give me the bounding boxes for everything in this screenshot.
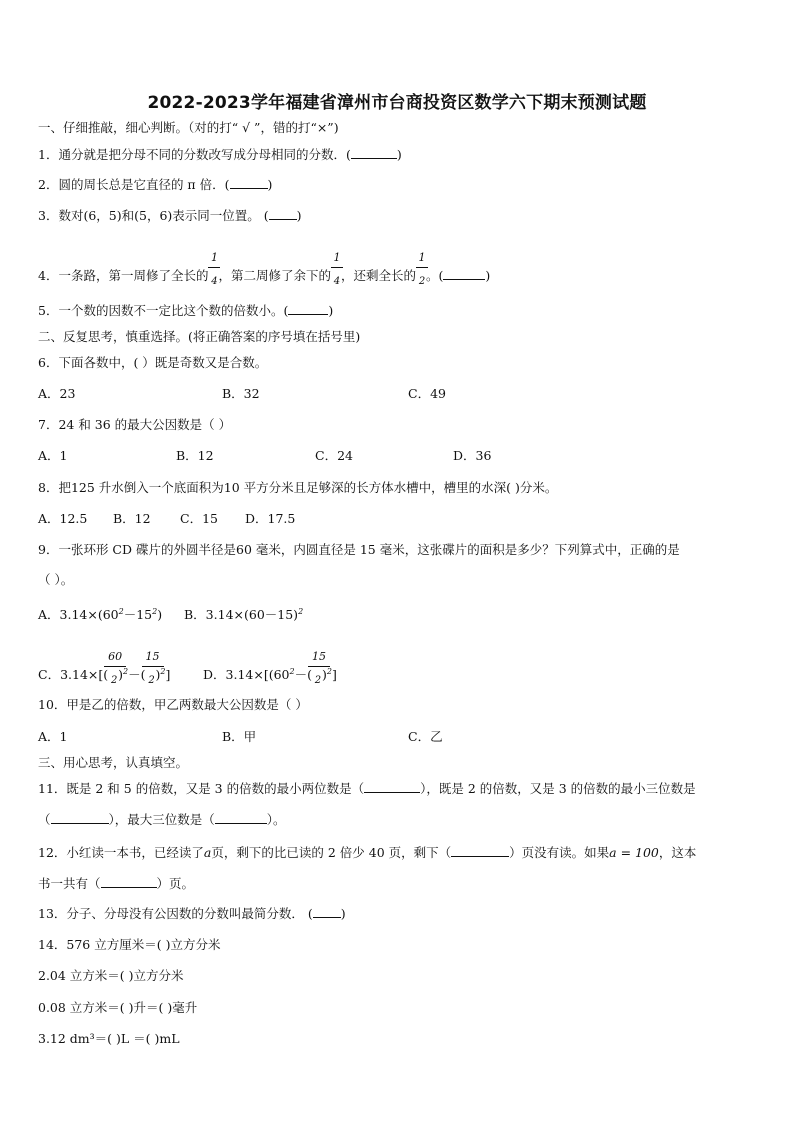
page-title: 2022-2023学年福建省漳州市台商投资区数学六下期末预测试题: [147, 93, 647, 113]
question-9: 9．一张环形 CD 碟片的外圆半径是60 毫米，内圆直径是 15 毫米，这张碟片的面积是多少？下列算式中，正确的是: [38, 542, 680, 557]
question-14-line-2: 2.04 立方米＝( )立方分米: [38, 968, 184, 983]
answer-blank[interactable]: [230, 177, 268, 189]
option-c[interactable]: C．49: [408, 386, 446, 401]
option-a[interactable]: A．1: [38, 729, 68, 744]
question-12-cont: 书一共有（ ）页。: [38, 876, 195, 891]
question-13: 13．分子、分母没有公因数的分数叫最简分数． ( ): [38, 906, 346, 921]
question-14-line-4: 3.12 dm³＝( )L ＝( )mL: [38, 1031, 180, 1046]
question-7: 7．24 和 36 的最大公因数是（ ）: [38, 417, 232, 432]
option-a[interactable]: A．1: [38, 448, 68, 463]
option-b[interactable]: B．$3.14\times(60-15)^2$: [184, 607, 304, 622]
question-4: 4．一条路，第一周修了全长的 $\frac{1}{4}$ ，第二周修了余下的 $\frac{1}{4}$ ，还剩全长的 $\frac{1}{2}$ 。( ): [38, 251, 491, 287]
question-11-cont: （ ），最大三位数是（ ）。: [38, 812, 286, 827]
section3-heading: 三、用心思考，认真填空。: [38, 755, 189, 770]
question-3: 3．数对(6，5)和(5，6)表示同一位置。 ( ): [38, 208, 302, 223]
option-a[interactable]: A．23: [38, 386, 76, 401]
question-8: 8．把125 升水倒入一个底面积为10 平方分米且足够深的长方体水槽中，槽里的水深( )分米。: [38, 480, 558, 495]
answer-blank[interactable]: [269, 208, 297, 220]
option-c[interactable]: C．乙: [408, 729, 443, 744]
question-12: 12．小红读一本书，已经读了a页，剩下的比已读的 2 倍少 40 页，剩下（ ）页没有读。如果a = 100，这本: [38, 845, 697, 860]
option-b[interactable]: B．12: [113, 511, 151, 526]
option-c[interactable]: C．15: [180, 511, 218, 526]
section1-heading: 一、仔细推敲，细心判断。（对的打“ √ ”，错的打“×”): [38, 120, 339, 135]
section2-heading: 二、反复思考，慎重选择。(将正确答案的序号填在括号里): [38, 329, 361, 344]
option-d[interactable]: D．17.5: [245, 511, 296, 526]
answer-blank[interactable]: [351, 147, 397, 159]
option-c[interactable]: C．3.14×[( $\frac{60}{2}$ )$^2$－( $\frac{15}{2}$ )$^2$]: [38, 650, 171, 686]
question-5: 5．一个数的因数不一定比这个数的倍数小。( ): [38, 303, 334, 318]
answer-blank[interactable]: [443, 268, 485, 280]
option-d[interactable]: D．$3.14\times[(60^2-$( $\frac{15}{2}$ )$^2$]: [203, 650, 337, 686]
option-a[interactable]: A．12.5: [38, 511, 88, 526]
answer-blank[interactable]: [51, 812, 109, 824]
question-10: 10．甲是乙的倍数，甲乙两数最大公因数是（ ）: [38, 697, 308, 712]
question-9-cont: （ ）。: [38, 572, 74, 587]
answer-blank[interactable]: [288, 303, 328, 315]
question-11: 11．既是 2 和 5 的倍数，又是 3 的倍数的最小两位数是（ ），既是 2 的倍数，又是 3 的倍数的最小三位数是: [38, 781, 696, 796]
option-a[interactable]: A．$3.14\times(60^2-15^2)$: [38, 607, 163, 622]
question-14: 14．576 立方厘米＝( )立方分米: [38, 937, 221, 952]
option-c[interactable]: C．24: [315, 448, 353, 463]
answer-blank[interactable]: [313, 906, 341, 918]
answer-blank[interactable]: [101, 876, 157, 888]
answer-blank[interactable]: [451, 845, 509, 857]
question-2: 2．圆的周长总是它直径的 π 倍．( ): [38, 177, 273, 192]
question-1: 1．通分就是把分母不同的分数改写成分母相同的分数．( ): [38, 147, 402, 162]
option-b[interactable]: B．甲: [222, 729, 257, 744]
question-6: 6．下面各数中，( ）既是奇数又是合数。: [38, 355, 268, 370]
answer-blank[interactable]: [364, 781, 420, 793]
question-14-line-3: 0.08 立方米＝( )升＝( )毫升: [38, 1000, 198, 1015]
option-b[interactable]: B．12: [176, 448, 214, 463]
option-b[interactable]: B．32: [222, 386, 260, 401]
answer-blank[interactable]: [215, 812, 267, 824]
option-d[interactable]: D．36: [453, 448, 492, 463]
